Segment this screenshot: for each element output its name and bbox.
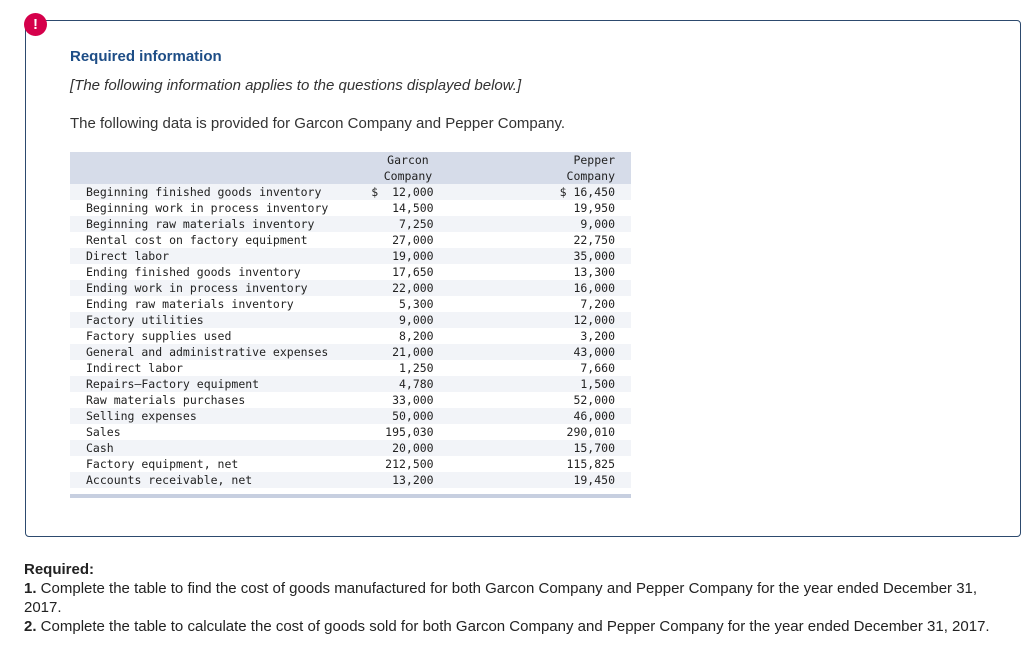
header-garcon: [371, 152, 559, 184]
required-item-2: [24, 617, 999, 636]
required-item-2-text: Complete the table to calculate the cost of goods sold for both Garcon Company and Pepper Company for the year ended December 31, 2017.: [36, 618, 990, 635]
row-label: Ending work in process inventory: [70, 280, 371, 296]
header-pepper-line1: Pepper: [573, 153, 615, 167]
garcon-value: 27,000: [392, 233, 434, 247]
garcon-value: 8,200: [398, 329, 434, 343]
required-item-1-number: 1.: [24, 580, 37, 597]
pepper-value: 115,825: [566, 457, 615, 471]
pepper-value: 290,010: [566, 425, 615, 439]
garcon-value: 5,300: [398, 297, 434, 311]
table-row: [70, 456, 631, 472]
table-row: [70, 232, 631, 248]
garcon-value: 195,030: [385, 425, 434, 439]
table-header-row: [70, 152, 631, 184]
pepper-value: 46,000: [560, 408, 631, 424]
row-label: Indirect labor: [86, 361, 183, 375]
table-row: [70, 248, 631, 264]
pepper-value: 22,750: [573, 233, 615, 247]
garcon-value: 19,000: [371, 248, 559, 264]
pepper-value: 16,000: [560, 280, 631, 296]
table-row: [70, 200, 631, 216]
row-label: Selling expenses: [70, 408, 371, 424]
header-label-cell: [70, 152, 371, 184]
pepper-value: 1,500: [560, 376, 631, 392]
row-label: Beginning work in process inventory: [86, 201, 329, 215]
company-data-table: [70, 152, 631, 498]
header-pepper-line2: Company: [566, 169, 615, 183]
table-row: [70, 472, 631, 488]
garcon-value: 14,500: [392, 201, 434, 215]
row-label: Cash: [70, 440, 371, 456]
garcon-value: 50,000: [371, 408, 559, 424]
row-label: General and administrative expenses: [70, 344, 371, 360]
row-label: Beginning finished goods inventory: [70, 184, 371, 200]
row-label: Sales: [86, 425, 121, 439]
required-item-1: [24, 579, 999, 617]
pepper-value: 19,450: [560, 472, 631, 488]
required-item-2-number: 2.: [24, 618, 37, 635]
required-item-1-text: Complete the table to find the cost of goods manufactured for both Garcon Company and Pepper Company for the year ended December 31, 2017.: [24, 580, 978, 616]
alert-icon: !: [24, 13, 47, 36]
table-row: [70, 376, 631, 392]
pepper-value: 19,950: [573, 201, 615, 215]
required-section: [24, 560, 999, 636]
row-label: Ending finished goods inventory: [86, 265, 301, 279]
garcon-value: 22,000: [371, 280, 559, 296]
row-label: Raw materials purchases: [86, 393, 246, 407]
header-pepper: [560, 152, 631, 184]
garcon-value: 33,000: [392, 393, 434, 407]
header-garcon-line1: Garcon: [387, 153, 429, 167]
garcon-value: 20,000: [371, 440, 559, 456]
required-information-title: Required information: [70, 48, 222, 65]
pepper-value: 15,700: [560, 440, 631, 456]
table-row: [70, 360, 631, 376]
garcon-value: 17,650: [392, 265, 434, 279]
pepper-value: 3,200: [580, 329, 615, 343]
table-row: [70, 424, 631, 440]
row-label: Rental cost on factory equipment: [86, 233, 308, 247]
row-label: Factory utilities: [70, 312, 371, 328]
row-label: Factory equipment, net: [86, 457, 239, 471]
row-label: Ending raw materials inventory: [86, 297, 294, 311]
row-label: Repairs—Factory equipment: [70, 376, 371, 392]
table-row: [70, 344, 631, 360]
table-row: [70, 440, 631, 456]
table-row: [70, 328, 631, 344]
table-row: [70, 216, 631, 232]
table-row: [70, 264, 631, 280]
table-row: [70, 312, 631, 328]
header-garcon-line2: Company: [383, 169, 433, 183]
garcon-value: 13,200: [371, 472, 559, 488]
pepper-value: 12,000: [560, 312, 631, 328]
table-row: [70, 408, 631, 424]
table-spacer-row: [70, 488, 631, 496]
pepper-value: 7,200: [580, 297, 615, 311]
pepper-value: 13,300: [573, 265, 615, 279]
intro-text: The following data is provided for Garcon Company and Pepper Company.: [70, 115, 565, 132]
garcon-value: $ 12,000: [371, 184, 559, 200]
garcon-value: 7,250: [371, 216, 559, 232]
garcon-value: 1,250: [398, 361, 434, 375]
table-row: [70, 280, 631, 296]
garcon-value: 4,780: [371, 376, 559, 392]
garcon-value: 212,500: [385, 457, 434, 471]
row-label: Accounts receivable, net: [70, 472, 371, 488]
table-row: [70, 184, 631, 200]
pepper-value: 43,000: [560, 344, 631, 360]
pepper-value: 52,000: [573, 393, 615, 407]
table-row: [70, 392, 631, 408]
row-label: Beginning raw materials inventory: [70, 216, 371, 232]
row-label: Direct labor: [70, 248, 371, 264]
required-heading: Required:: [24, 561, 95, 578]
garcon-value: 9,000: [371, 312, 559, 328]
table-row: [70, 296, 631, 312]
garcon-value: 21,000: [371, 344, 559, 360]
info-note: [The following information applies to the questions displayed below.]: [70, 77, 522, 94]
pepper-value: 9,000: [560, 216, 631, 232]
row-label: Factory supplies used: [86, 329, 232, 343]
pepper-value: 7,660: [580, 361, 615, 375]
pepper-value: 35,000: [560, 248, 631, 264]
pepper-value: $ 16,450: [560, 184, 631, 200]
